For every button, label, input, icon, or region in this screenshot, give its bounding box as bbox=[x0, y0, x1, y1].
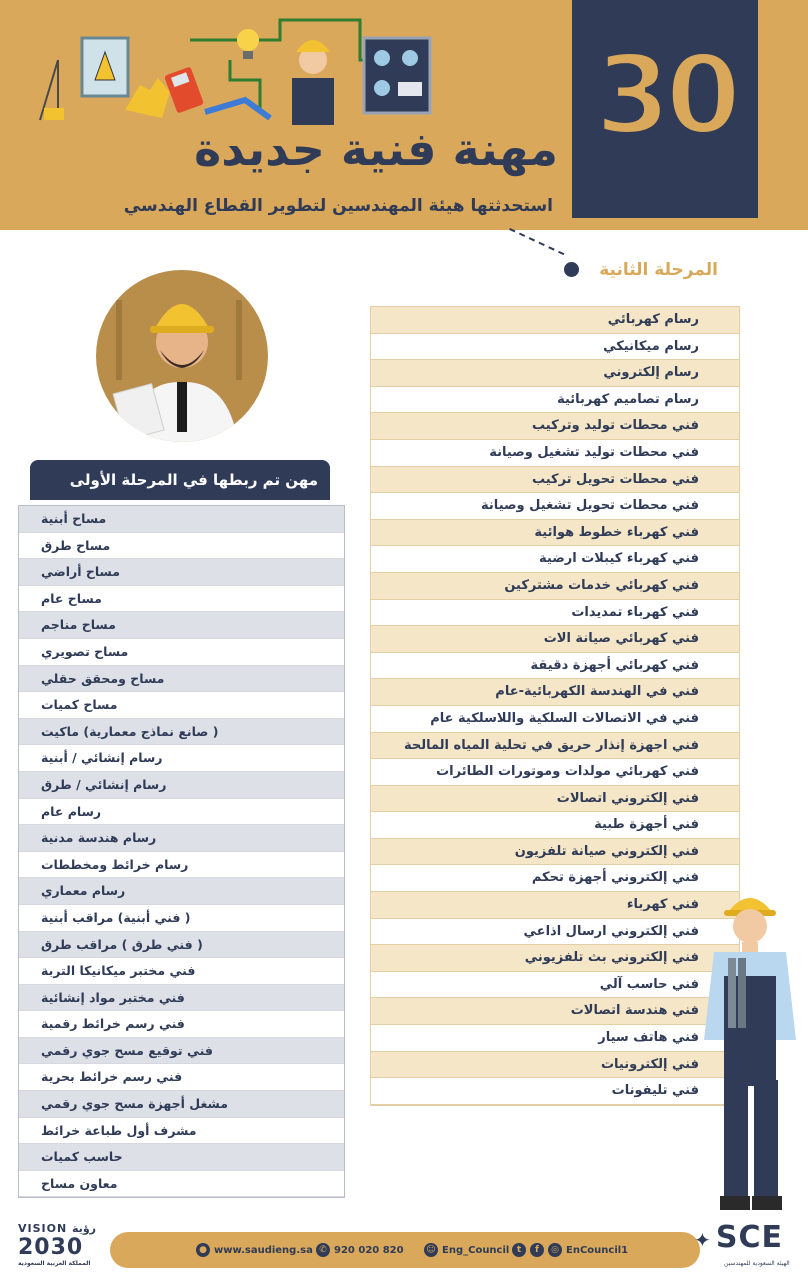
phase-two-list bbox=[370, 306, 740, 1106]
phase-two-item: رسام ميكانيكي bbox=[371, 334, 739, 361]
phase-two-item: فني كهرباء تمديدات bbox=[371, 600, 739, 627]
phase-two-item: فني اجهزة إنذار حريق في تحلية المياه المالحة bbox=[371, 733, 739, 760]
phase-one-item: ( فني طرق ) مراقب طرق bbox=[19, 932, 344, 959]
worker-icon bbox=[700, 880, 808, 1216]
phase-one-item: حاسب كميات bbox=[19, 1144, 344, 1171]
phase-one-item: فني مختبر ميكانيكا التربة bbox=[19, 958, 344, 985]
social-links[interactable]: t f ◎ EnCouncil1 bbox=[512, 1243, 628, 1257]
phase-one-item: فني رسم خرائط رقمية bbox=[19, 1011, 344, 1038]
phase-two-item: فني كهربائي صيانة الات bbox=[371, 626, 739, 653]
header-number: 30 bbox=[594, 31, 736, 159]
phase-two-item: فني في الهندسة الكهربائية-عام bbox=[371, 679, 739, 706]
phase-one-item: فني رسم خرائط بحرية bbox=[19, 1064, 344, 1091]
palm-swords-icon: ✦ bbox=[694, 1228, 711, 1252]
phase-two-item: فني تليفونات bbox=[371, 1078, 739, 1105]
phase-two-item: فني محطات توليد وتركيب bbox=[371, 413, 739, 440]
phase-two-item: فني في الاتصالات السلكية واللاسلكية عام bbox=[371, 706, 739, 733]
phase-two-item: فني إلكتروني أجهزة تحكم bbox=[371, 865, 739, 892]
instagram-icon: ◎ bbox=[548, 1243, 562, 1257]
phase-two-item: فني إلكتروني صيانة تلفزيون bbox=[371, 839, 739, 866]
phase-one-item: فني توقيع مسح جوي رقمي bbox=[19, 1038, 344, 1065]
phase-one-item: مساح عام bbox=[19, 586, 344, 613]
phase-one-item: رسام هندسة مدنية bbox=[19, 825, 344, 852]
phase-one-item: مساح أبنية bbox=[19, 506, 344, 533]
phase-two-item: فني إلكتروني ارسال اذاعي bbox=[371, 919, 739, 946]
phase-one-item: مساح أراضي bbox=[19, 559, 344, 586]
phase-two-item: فني إلكترونيات bbox=[371, 1052, 739, 1079]
header-banner bbox=[0, 0, 808, 230]
facebook-icon: f bbox=[530, 1243, 544, 1257]
phase-one-item: رسام عام bbox=[19, 799, 344, 826]
phase-two-item: رسام تصاميم كهربائية bbox=[371, 387, 739, 414]
phase-one-heading: مهن تم ربطها في المرحلة الأولى bbox=[30, 460, 330, 500]
page-subtitle: استحدثتها هيئة المهندسين لتطوير القطاع الهندسي bbox=[123, 196, 553, 216]
twitter-icon: t bbox=[512, 1243, 526, 1257]
phase-one-item: مساح كميات bbox=[19, 692, 344, 719]
mouse-icon: ● bbox=[196, 1243, 210, 1257]
phase-two-item: فني هندسة اتصالات bbox=[371, 998, 739, 1025]
phase-one-item: مشغل أجهزة مسح جوي رقمي bbox=[19, 1091, 344, 1118]
engineer-icon bbox=[96, 270, 268, 442]
phase-two-item: فني كهرباء خطوط هوائية bbox=[371, 520, 739, 547]
phase-two-item: فني كهرباء كيبلات ارضية bbox=[371, 546, 739, 573]
phase-one-item: فني مختبر مواد إنشائية bbox=[19, 985, 344, 1012]
phase-one-item: مساح مناجم bbox=[19, 612, 344, 639]
tools-illustration bbox=[30, 0, 470, 125]
phase-two-item: فني كهربائي أجهزة دقيقة bbox=[371, 653, 739, 680]
phase-two-heading: المرحلة الثانية bbox=[599, 260, 718, 280]
phase-one-item: رسام إنشائي / أبنية bbox=[19, 745, 344, 772]
phase-two-item: رسام إلكتروني bbox=[371, 360, 739, 387]
phase-one-item: مشرف أول طباعة خرائط bbox=[19, 1118, 344, 1145]
connector-line bbox=[492, 228, 564, 291]
phase-two-item: فني هاتف سيار bbox=[371, 1025, 739, 1052]
phase-two-item: فني كهربائي مولدات وموتورات الطائرات bbox=[371, 759, 739, 786]
phone-link[interactable]: ✆ 920 020 820 bbox=[316, 1243, 404, 1257]
phase-one-item: ( فني أبنية) مراقب أبنية bbox=[19, 905, 344, 932]
phase-one-item: مساح تصويري bbox=[19, 639, 344, 666]
phase-two-item: فني حاسب آلي bbox=[371, 972, 739, 999]
phase-one-item: مساح طرق bbox=[19, 533, 344, 560]
phase-one-item: مساح ومحقق حقلي bbox=[19, 666, 344, 693]
phase-one-item: ( صانع نماذج معمارية) ماكيت bbox=[19, 719, 344, 746]
phase-one-item: رسام معماري bbox=[19, 878, 344, 905]
page-title: مهنة فنية جديدة bbox=[194, 122, 558, 176]
worker-illustration bbox=[700, 880, 808, 1220]
phone-icon: ✆ bbox=[316, 1243, 330, 1257]
phase-two-item: فني محطات تحويل تشغيل وصيانة bbox=[371, 493, 739, 520]
snapchat-icon: ☺ bbox=[424, 1243, 438, 1257]
phase-two-item: فني محطات توليد تشغيل وصيانة bbox=[371, 440, 739, 467]
phase-two-item: فني محطات تحويل تركيب bbox=[371, 467, 739, 494]
snapchat-link[interactable]: ☺ Eng_Council bbox=[424, 1243, 509, 1257]
phase-one-item: معاون مساح bbox=[19, 1171, 344, 1198]
vision-2030-logo: VISION رؤية 2030 المملكة العربية السعودية bbox=[18, 1222, 96, 1267]
sce-logo: ✦ SCE الهيئة السعودية للمهندسين bbox=[694, 1220, 790, 1267]
engineer-portrait bbox=[96, 270, 268, 442]
phase-two-item: فني أجهزة طبية bbox=[371, 812, 739, 839]
website-link[interactable]: ● www.saudieng.sa bbox=[196, 1243, 313, 1257]
phase-one-item: رسام خرائط ومخططات bbox=[19, 852, 344, 879]
phase-two-item: فني إلكتروني اتصالات bbox=[371, 786, 739, 813]
phase-two-item: فني كهرباء bbox=[371, 892, 739, 919]
phase-one-list bbox=[18, 505, 345, 1198]
phase-two-item: فني كهربائي خدمات مشتركين bbox=[371, 573, 739, 600]
phase-two-item: فني إلكتروني بث تلفزيوني bbox=[371, 945, 739, 972]
phase-two-dot bbox=[564, 262, 579, 277]
phase-one-item: رسام إنشائي / طرق bbox=[19, 772, 344, 799]
phase-two-item: رسام كهربائي bbox=[371, 307, 739, 334]
